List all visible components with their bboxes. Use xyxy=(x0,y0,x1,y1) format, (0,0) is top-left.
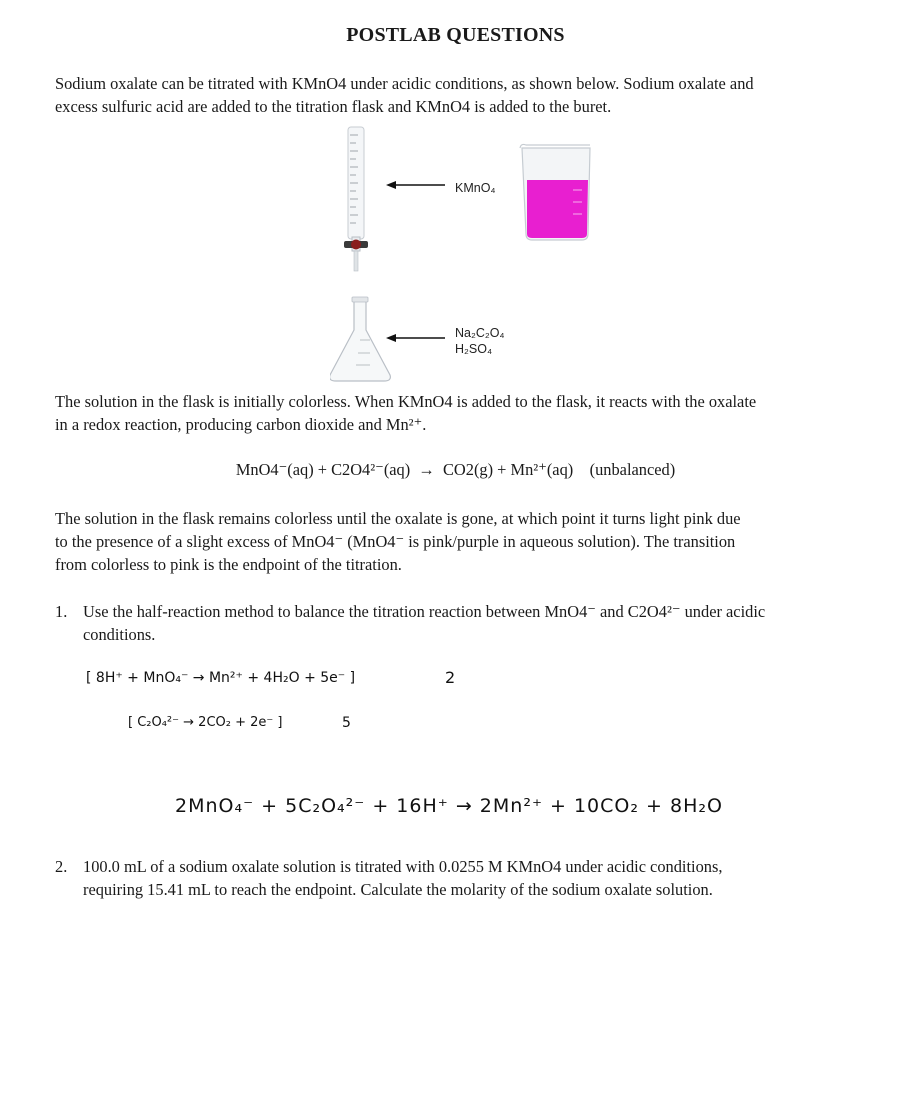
beaker-solution xyxy=(527,180,588,238)
question-1-number: 1. xyxy=(55,602,68,621)
beaker-illustration xyxy=(518,142,598,242)
page-title: POSTLAB QUESTIONS xyxy=(346,24,565,46)
question-2-text xyxy=(83,855,883,901)
redox-line-1: The solution in the flask is initially colorless. When KMnO4 is added to the flask, it reacts with the oxalate xyxy=(55,392,757,411)
redox-line-2: in a redox reaction, producing carbon dioxide and Mn²⁺. xyxy=(55,415,427,434)
redox-paragraph xyxy=(55,390,885,436)
flask-label-oxalate: Na₂C₂O₄ xyxy=(455,326,505,340)
kmno4-beaker xyxy=(518,142,598,242)
question-1-text xyxy=(83,600,883,646)
endpoint-line-2: to the presence of a slight excess of MnO4⁻ (MnO4⁻ is pink/purple in aqueous solution). The transition xyxy=(55,532,736,551)
unbalanced-equation xyxy=(0,460,911,480)
half-reaction-2: [ C₂O₄²⁻ → 2CO₂ + 2e⁻ ] xyxy=(128,715,283,730)
question-1-line-1: Use the half-reaction method to balance the titration reaction between MnO4⁻ and C2O4²⁻ under acidic xyxy=(83,602,766,621)
half-reaction-2-multiplier: 5 xyxy=(342,715,351,731)
question-2-line-2: requiring 15.41 mL to reach the endpoint. Calculate the molarity of the sodium oxalate solution. xyxy=(83,880,713,899)
endpoint-line-3: from colorless to pink is the endpoint of the titration. xyxy=(55,555,402,574)
equation-lhs: MnO4⁻(aq) + C2O4²⁻(aq) xyxy=(235,460,411,479)
flask-label-acid: H₂SO₄ xyxy=(455,342,493,356)
intro-line-2: excess sulfuric acid are added to the titration flask and KMnO4 is added to the buret. xyxy=(55,97,612,116)
question-1-line-2: conditions. xyxy=(83,625,156,644)
buret-label: KMnO₄ xyxy=(455,181,496,195)
equation-rhs: CO2(g) + Mn²⁺(aq) xyxy=(443,460,574,479)
half-reaction-1: [ 8H⁺ + MnO₄⁻ → Mn²⁺ + 4H₂O + 5e⁻ ] xyxy=(86,670,356,686)
question-2-number: 2. xyxy=(55,857,68,876)
question-2-line-1: 100.0 mL of a sodium oxalate solution is titrated with 0.0255 M KMnO4 under acidic conditions, xyxy=(83,857,723,876)
equation-note: (unbalanced) xyxy=(589,460,676,479)
intro-paragraph xyxy=(55,72,885,118)
endpoint-paragraph xyxy=(55,507,885,576)
half-reaction-1-multiplier: 2 xyxy=(445,668,456,687)
endpoint-line-1: The solution in the flask remains colorless until the oxalate is gone, at which point it turns light pink due xyxy=(55,509,741,528)
equation-arrow: → xyxy=(418,460,435,479)
intro-line-1: Sodium oxalate can be titrated with KMnO4 under acidic conditions, as shown below. Sodium oxalate and xyxy=(55,74,754,93)
balanced-equation: 2MnO₄⁻ + 5C₂O₄²⁻ + 16H⁺ → 2Mn²⁺ + 10CO₂ + 8H₂O xyxy=(175,795,723,817)
